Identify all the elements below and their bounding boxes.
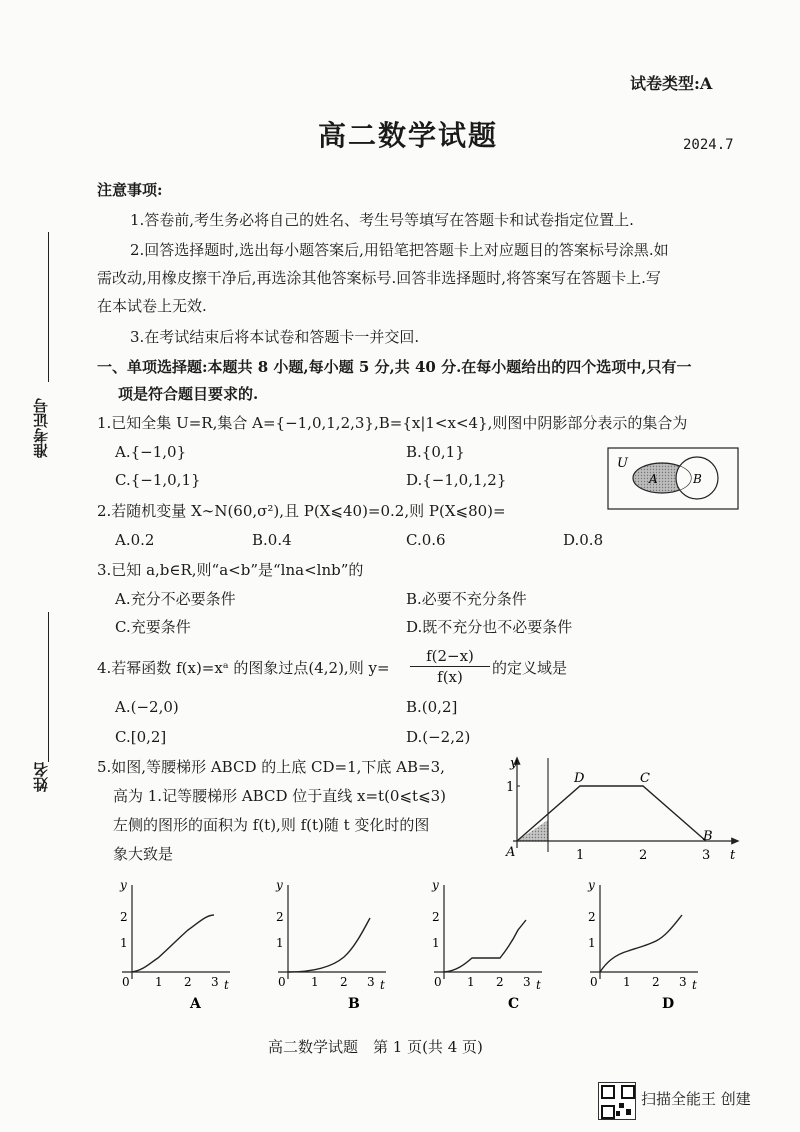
paper-type: 试卷类型:A <box>630 74 713 93</box>
section-1-line-1: 一、单项选择题:本题共 8 小题,每小题 5 分,共 40 分.在每小题给出的四个选项中,只有一 <box>97 358 692 376</box>
name-line <box>48 612 49 762</box>
fig-x-tick-2: 2 <box>639 848 648 863</box>
trapezoid-figure <box>498 752 743 870</box>
q1-option-d: D.{−1,0,1,2} <box>406 471 507 489</box>
notes-item-3: 3.在考试结束后将本试卷和答题卡一并交回. <box>130 328 420 346</box>
graph-d-x-tick-1: 1 <box>623 975 631 989</box>
graph-c-label: C <box>508 996 520 1012</box>
notes-item-2-line-1: 2.回答选择题时,选出每小题答案后,用铅笔把答题卡上对应题目的答案标号涂黑.如 <box>130 241 669 259</box>
graph-b-y-label: y <box>276 878 283 892</box>
graph-d-t-label: t <box>692 978 697 992</box>
venn-u-label: U <box>617 456 628 471</box>
graph-b-y-tick-1: 1 <box>276 936 284 950</box>
q5-line-2: 高为 1.记等腰梯形 ABCD 位于直线 x=t(0⩽t⩽3) <box>113 787 447 805</box>
q2-option-b: B.0.4 <box>252 531 292 549</box>
q4-option-c: C.[0,2] <box>115 728 167 746</box>
q3-option-d: D.既不充分也不必要条件 <box>406 618 573 636</box>
graph-d-y-label: y <box>588 878 595 892</box>
graph-a-y-label: y <box>120 878 127 892</box>
q2-option-a: A.0.2 <box>115 531 155 549</box>
q5-line-1: 5.如图,等腰梯形 ABCD 的上底 CD=1,下底 AB=3, <box>97 758 445 776</box>
q1-option-c: C.{−1,0,1} <box>115 471 201 489</box>
q4-stem: 4.若幂函数 f(x)=xᵃ 的图象过点(4,2),则 y= <box>97 659 390 677</box>
section-1-line-2: 项是符合题目要求的. <box>118 385 259 403</box>
q4-option-a: A.(−2,0) <box>115 698 179 716</box>
fig-x-tick-1: 1 <box>576 848 585 863</box>
q4-fraction-numerator: f(2−x) <box>426 647 474 665</box>
q1-option-b: B.{0,1} <box>406 443 465 461</box>
graph-c-x-tick-1: 1 <box>467 975 475 989</box>
graph-c-x-tick-2: 2 <box>496 975 504 989</box>
graph-c-y-tick-1: 1 <box>432 936 440 950</box>
graph-option-c <box>422 875 547 1015</box>
page-footer: 高二数学试题 第 1 页(共 4 页) <box>268 1038 483 1056</box>
q4-option-d: D.(−2,2) <box>406 728 471 746</box>
q3-option-a: A.充分不必要条件 <box>115 590 236 608</box>
venn-diagram <box>607 447 739 510</box>
graph-d-x-tick-2: 2 <box>652 975 660 989</box>
graph-b-y-tick-2: 2 <box>276 910 284 924</box>
graph-b-x-tick-2: 2 <box>340 975 348 989</box>
graph-option-a <box>110 875 235 1015</box>
notes-heading: 注意事项: <box>97 181 163 199</box>
graph-c-x-tick-3: 3 <box>523 975 531 989</box>
graph-b-x-tick-3: 3 <box>367 975 375 989</box>
fig-y-tick-1: 1 <box>506 780 515 795</box>
fig-y-label: y <box>510 756 518 771</box>
name-label: 姓名 <box>32 762 50 792</box>
fig-t-label: t <box>730 848 736 863</box>
graph-a-y-tick-1: 1 <box>120 936 128 950</box>
q1-stem: 1.已知全集 U=R,集合 A={−1,0,1,2,3},B={x|1<x<4},则图中阴影部分表示的集合为 <box>97 414 688 432</box>
q2-option-d: D.0.8 <box>563 531 604 549</box>
graph-b-x-tick-1: 1 <box>311 975 319 989</box>
exam-id-label: 准考证号 <box>32 398 50 458</box>
q3-stem: 3.已知 a,b∈R,则“a<b”是“lna<lnb”的 <box>97 561 364 579</box>
page-title: 高二数学试题 <box>318 119 499 152</box>
graph-a-x-tick-3: 3 <box>211 975 219 989</box>
graph-d-curve <box>600 915 682 972</box>
graph-c-y-label: y <box>432 878 439 892</box>
graph-a-t-label: t <box>224 978 229 992</box>
fig-point-c: C <box>640 771 650 786</box>
q3-option-c: C.充要条件 <box>115 618 191 636</box>
graph-option-d <box>578 875 703 1015</box>
graph-d-y-tick-2: 2 <box>588 910 596 924</box>
q1-option-a: A.{−1,0} <box>115 443 187 461</box>
scanner-watermark: 扫描全能王 创建 <box>641 1090 751 1108</box>
graph-a-origin: 0 <box>122 975 130 989</box>
q2-stem: 2.若随机变量 X∼N(60,σ²),且 P(X⩽40)=0.2,则 P(X⩽80)= <box>97 502 506 520</box>
graph-b-t-label: t <box>380 978 385 992</box>
q2-option-c: C.0.6 <box>406 531 446 549</box>
venn-a-label: A <box>649 472 658 486</box>
graph-a-label: A <box>190 996 201 1012</box>
graph-a-curve <box>132 915 214 972</box>
q4-fraction <box>410 646 490 687</box>
fig-point-b: B <box>703 829 713 844</box>
notes-item-2-line-2: 需改动,用橡皮擦干净后,再选涂其他答案标号.回答非选择题时,将答案写在答题卡上.写 <box>97 269 661 287</box>
q4-option-b: B.(0,2] <box>406 698 458 716</box>
fig-point-d: D <box>574 771 585 786</box>
exam-id-line <box>48 232 49 382</box>
graph-d-x-tick-3: 3 <box>679 975 687 989</box>
graph-b-origin: 0 <box>278 975 286 989</box>
graph-d-label: D <box>662 996 675 1012</box>
graph-b-curve <box>288 918 370 972</box>
graph-c-origin: 0 <box>434 975 442 989</box>
exam-date: 2024.7 <box>683 137 734 153</box>
notes-item-2-line-3: 在本试卷上无效. <box>97 297 207 315</box>
q5-line-3: 左侧的图形的面积为 f(t),则 f(t)随 t 变化时的图 <box>113 816 430 834</box>
q4-fraction-denominator: f(x) <box>410 666 490 687</box>
graph-b-label: B <box>348 996 360 1012</box>
graph-c-y-tick-2: 2 <box>432 910 440 924</box>
graph-option-b <box>266 875 391 1015</box>
graph-a-x-tick-2: 2 <box>184 975 192 989</box>
fig-point-a: A <box>506 845 516 860</box>
graph-c-curve <box>444 920 526 972</box>
q3-option-b: B.必要不充分条件 <box>406 590 527 608</box>
graph-a-x-tick-1: 1 <box>155 975 163 989</box>
fig-x-tick-3: 3 <box>702 848 711 863</box>
qr-code-icon <box>598 1082 636 1120</box>
graph-c-t-label: t <box>536 978 541 992</box>
venn-b-label: B <box>693 472 702 486</box>
notes-item-1: 1.答卷前,考生务必将自己的姓名、考生号等填写在答题卡和试卷指定位置上. <box>130 211 634 229</box>
q4-stem-end: 的定义域是 <box>492 659 568 677</box>
graph-d-origin: 0 <box>590 975 598 989</box>
graph-d-y-tick-1: 1 <box>588 936 596 950</box>
graph-a-y-tick-2: 2 <box>120 910 128 924</box>
q5-line-4: 象大致是 <box>113 845 174 863</box>
